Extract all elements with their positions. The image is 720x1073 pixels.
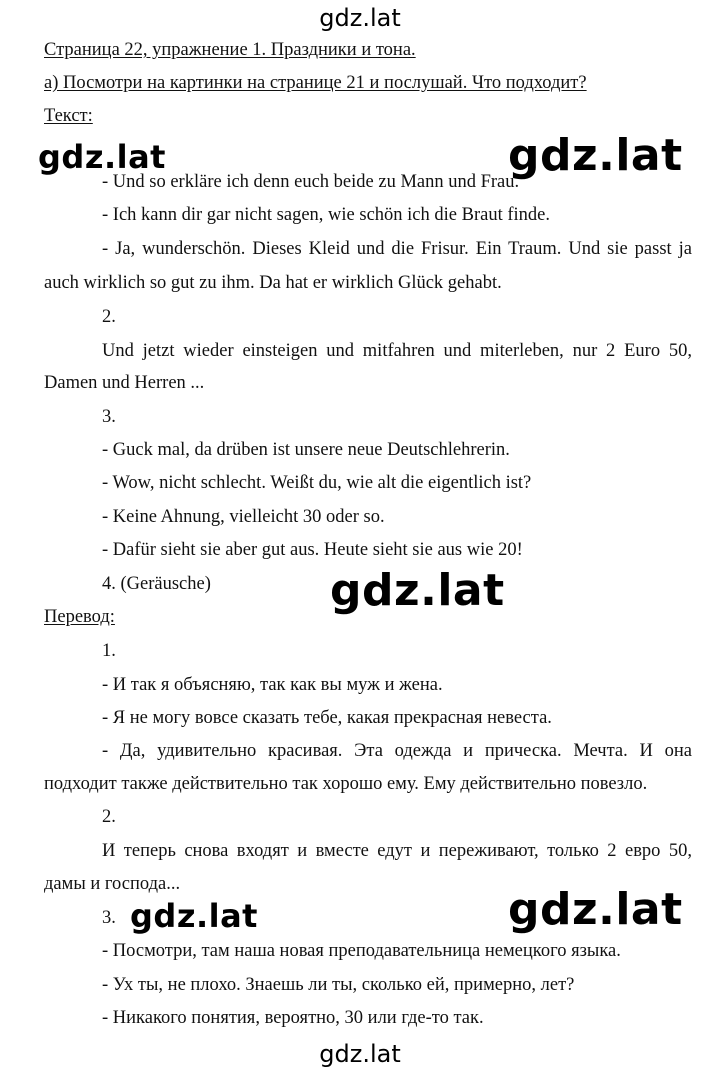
text-line: - Wow, nicht schlecht. Weißt du, wie alt die eigentlich ist? xyxy=(102,473,532,493)
item-number: 4. (Geräusche) xyxy=(102,574,211,594)
text-line: дамы и господа... xyxy=(44,874,181,894)
watermark-top: gdz.lat xyxy=(319,4,401,32)
item-number: 1. xyxy=(102,641,116,661)
text-line: - Dafür sieht sie aber gut aus. Heute sieht sie aus wie 20! xyxy=(102,540,523,560)
text-section-label: Текст: xyxy=(44,106,93,126)
text-line: - Guck mal, da drüben ist unsere neue Deutschlehrerin. xyxy=(102,440,510,460)
text-line: Und jetzt wieder einsteigen und mitfahren und miterleben, nur 2 Euro 50, xyxy=(102,341,692,361)
watermark-overlay-4: gdz.lat xyxy=(130,897,258,935)
watermark-overlay-3: gdz.lat xyxy=(330,565,505,616)
text-line: - Keine Ahnung, vielleicht 30 oder so. xyxy=(102,507,385,527)
item-number: 3. xyxy=(102,407,116,427)
text-line: - Посмотри, там наша новая преподавательница немецкого языка. xyxy=(102,941,621,961)
watermark-overlay-5: gdz.lat xyxy=(508,884,683,935)
text-line: И теперь снова входят и вместе едут и переживают, только 2 евро 50, xyxy=(102,841,692,861)
text-line: - Ja, wunderschön. Dieses Kleid und die Frisur. Ein Traum. Und sie passt ja xyxy=(102,239,692,259)
text-line: auch wirklich so gut zu ihm. Da hat er wirklich Glück gehabt. xyxy=(44,273,502,293)
text-line: - Никакого понятия, вероятно, 30 или где-то так. xyxy=(102,1008,484,1028)
item-number: 3. xyxy=(102,908,116,928)
watermark-bottom: gdz.lat xyxy=(319,1040,401,1068)
watermark-overlay-1: gdz.lat xyxy=(38,138,166,176)
translation-section-label: Перевод: xyxy=(44,607,115,627)
text-line: - Ух ты, не плохо. Знаешь ли ты, сколько ей, примерно, лет? xyxy=(102,975,575,995)
text-line: подходит также действительно так хорошо ему. Ему действительно повезло. xyxy=(44,774,648,794)
watermark-overlay-2: gdz.lat xyxy=(508,130,683,181)
text-line: - Und so erkläre ich denn euch beide zu Mann und Frau. xyxy=(102,172,520,192)
task-text: а) Посмотри на картинки на странице 21 и послушай. Что подходит? xyxy=(44,73,587,93)
page-title: Страница 22, упражнение 1. Праздники и тона. xyxy=(44,40,416,60)
text-line: - Ich kann dir gar nicht sagen, wie schön ich die Braut finde. xyxy=(102,205,550,225)
text-line: - Да, удивительно красивая. Эта одежда и прическа. Мечта. И она xyxy=(102,741,692,761)
text-line: - И так я объясняю, так как вы муж и жена. xyxy=(102,675,443,695)
text-line: Damen und Herren ... xyxy=(44,373,205,393)
text-line: - Я не могу вовсе сказать тебе, какая прекрасная невеста. xyxy=(102,708,552,728)
item-number: 2. xyxy=(102,807,116,827)
item-number: 2. xyxy=(102,307,116,327)
